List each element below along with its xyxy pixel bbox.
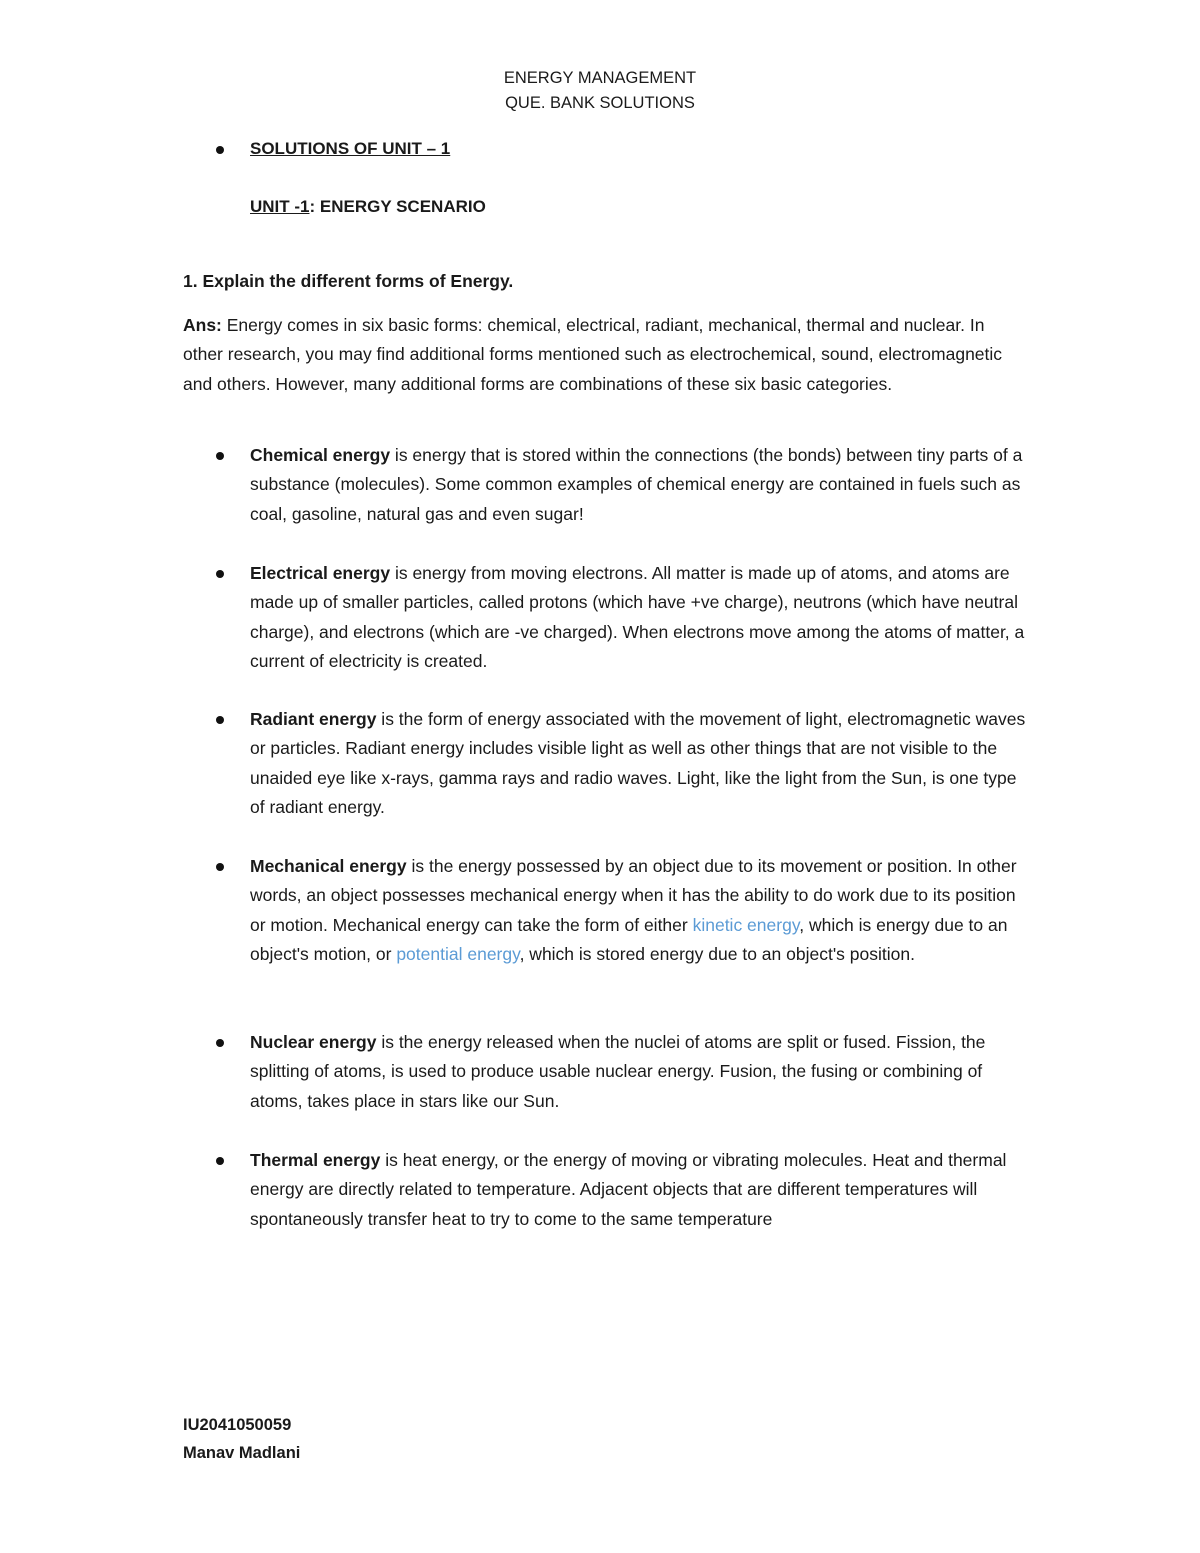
section-heading-prefix: UNIT -1 [250, 197, 310, 216]
list-item-radiant-energy [216, 705, 1028, 822]
definition: is energy from moving electrons. All matter is made up of atoms, and atoms are made up of smaller particles, called protons (which have +ve charge), neutrons (which have neutral charge), and electrons (which are -ve charged). When electrons move among the atoms of matter, a current of electricity is created. [250, 563, 1025, 671]
definition: is energy that is stored within the connections (the bonds) between tiny parts of a substance (molecules). Some common examples of chemical energy are contained in fuels such as coal, gasoline, natural gas and even sugar! [250, 445, 1023, 524]
term: Chemical energy [250, 445, 391, 465]
definition-part: , which is stored energy due to an object's position. [519, 943, 915, 964]
bullet-icon [216, 570, 224, 578]
definition-part: is the energy possessed by an object due to its movement or position. In other words, an object possesses mechanical energy when it has the ability to do work due to its position or motion. Mechanical energy can take the form of either [250, 856, 1017, 935]
term: Mechanical energy [250, 856, 407, 876]
term: Electrical energy [250, 563, 391, 583]
document-title: ENERGY MANAGEMENT [503, 69, 697, 87]
question-heading: 1. Explain the different forms of Energy. [183, 271, 514, 291]
list-item-thermal-energy [216, 1146, 1028, 1234]
bullet-icon [216, 146, 224, 154]
document-subtitle: QUE. BANK SOLUTIONS [505, 94, 695, 112]
answer-paragraph [183, 311, 1028, 399]
section-heading-suffix: : ENERGY SCENARIO [309, 197, 486, 216]
kinetic-energy-link[interactable]: kinetic energy [692, 914, 800, 935]
definition-part: , which is energy due to an object's motion, or [250, 914, 1008, 964]
definition: is the form of energy associated with the movement of light, electromagnetic waves or particles. Radiant energy includes visible light as well as other things that are not visible to the unaided eye like x-rays, gamma rays and radio waves. Light, like the light from the Sun, is one type of radiant energy. [250, 709, 1026, 817]
list-item-mechanical-energy [216, 852, 1028, 969]
bullet-icon [216, 1039, 224, 1047]
unit-heading-text: SOLUTIONS OF UNIT – 1 [250, 139, 451, 158]
bullet-icon [216, 863, 224, 871]
term: Radiant energy [250, 709, 377, 729]
bullet-icon [216, 1157, 224, 1165]
section-heading [250, 195, 486, 219]
student-id: IU2041050059 [183, 1416, 292, 1434]
list-item-electrical-energy [216, 559, 1028, 676]
list-item-chemical-energy [216, 441, 1028, 529]
list-item-nuclear-energy [216, 1028, 1028, 1116]
answer-label: Ans: [183, 315, 222, 335]
answer-text: Energy comes in six basic forms: chemical, electrical, radiant, mechanical, thermal and nuclear. In other research, you may find additional forms mentioned such as electrochemical, sound, electromagnetic and others. However, many additional forms are combinations of these six basic categories. [183, 315, 1003, 394]
term: Thermal energy [250, 1150, 381, 1170]
bullet-icon [216, 716, 224, 724]
bullet-icon [216, 452, 224, 460]
term: Nuclear energy [250, 1032, 377, 1052]
student-name: Manav Madlani [183, 1444, 301, 1462]
definition: is heat energy, or the energy of moving or vibrating molecules. Heat and thermal energy are directly related to temperature. Adjacent objects that are different temperatures will spontaneously transfer heat to try to come to the same temperature [250, 1150, 1007, 1229]
potential-energy-link[interactable]: potential energy [396, 943, 520, 964]
definition: is the energy released when the nuclei of atoms are split or fused. Fission, the splitting of atoms, is used to produce usable nuclear energy. Fusion, the fusing or combining of atoms, takes place in stars like our Sun. [250, 1032, 986, 1111]
